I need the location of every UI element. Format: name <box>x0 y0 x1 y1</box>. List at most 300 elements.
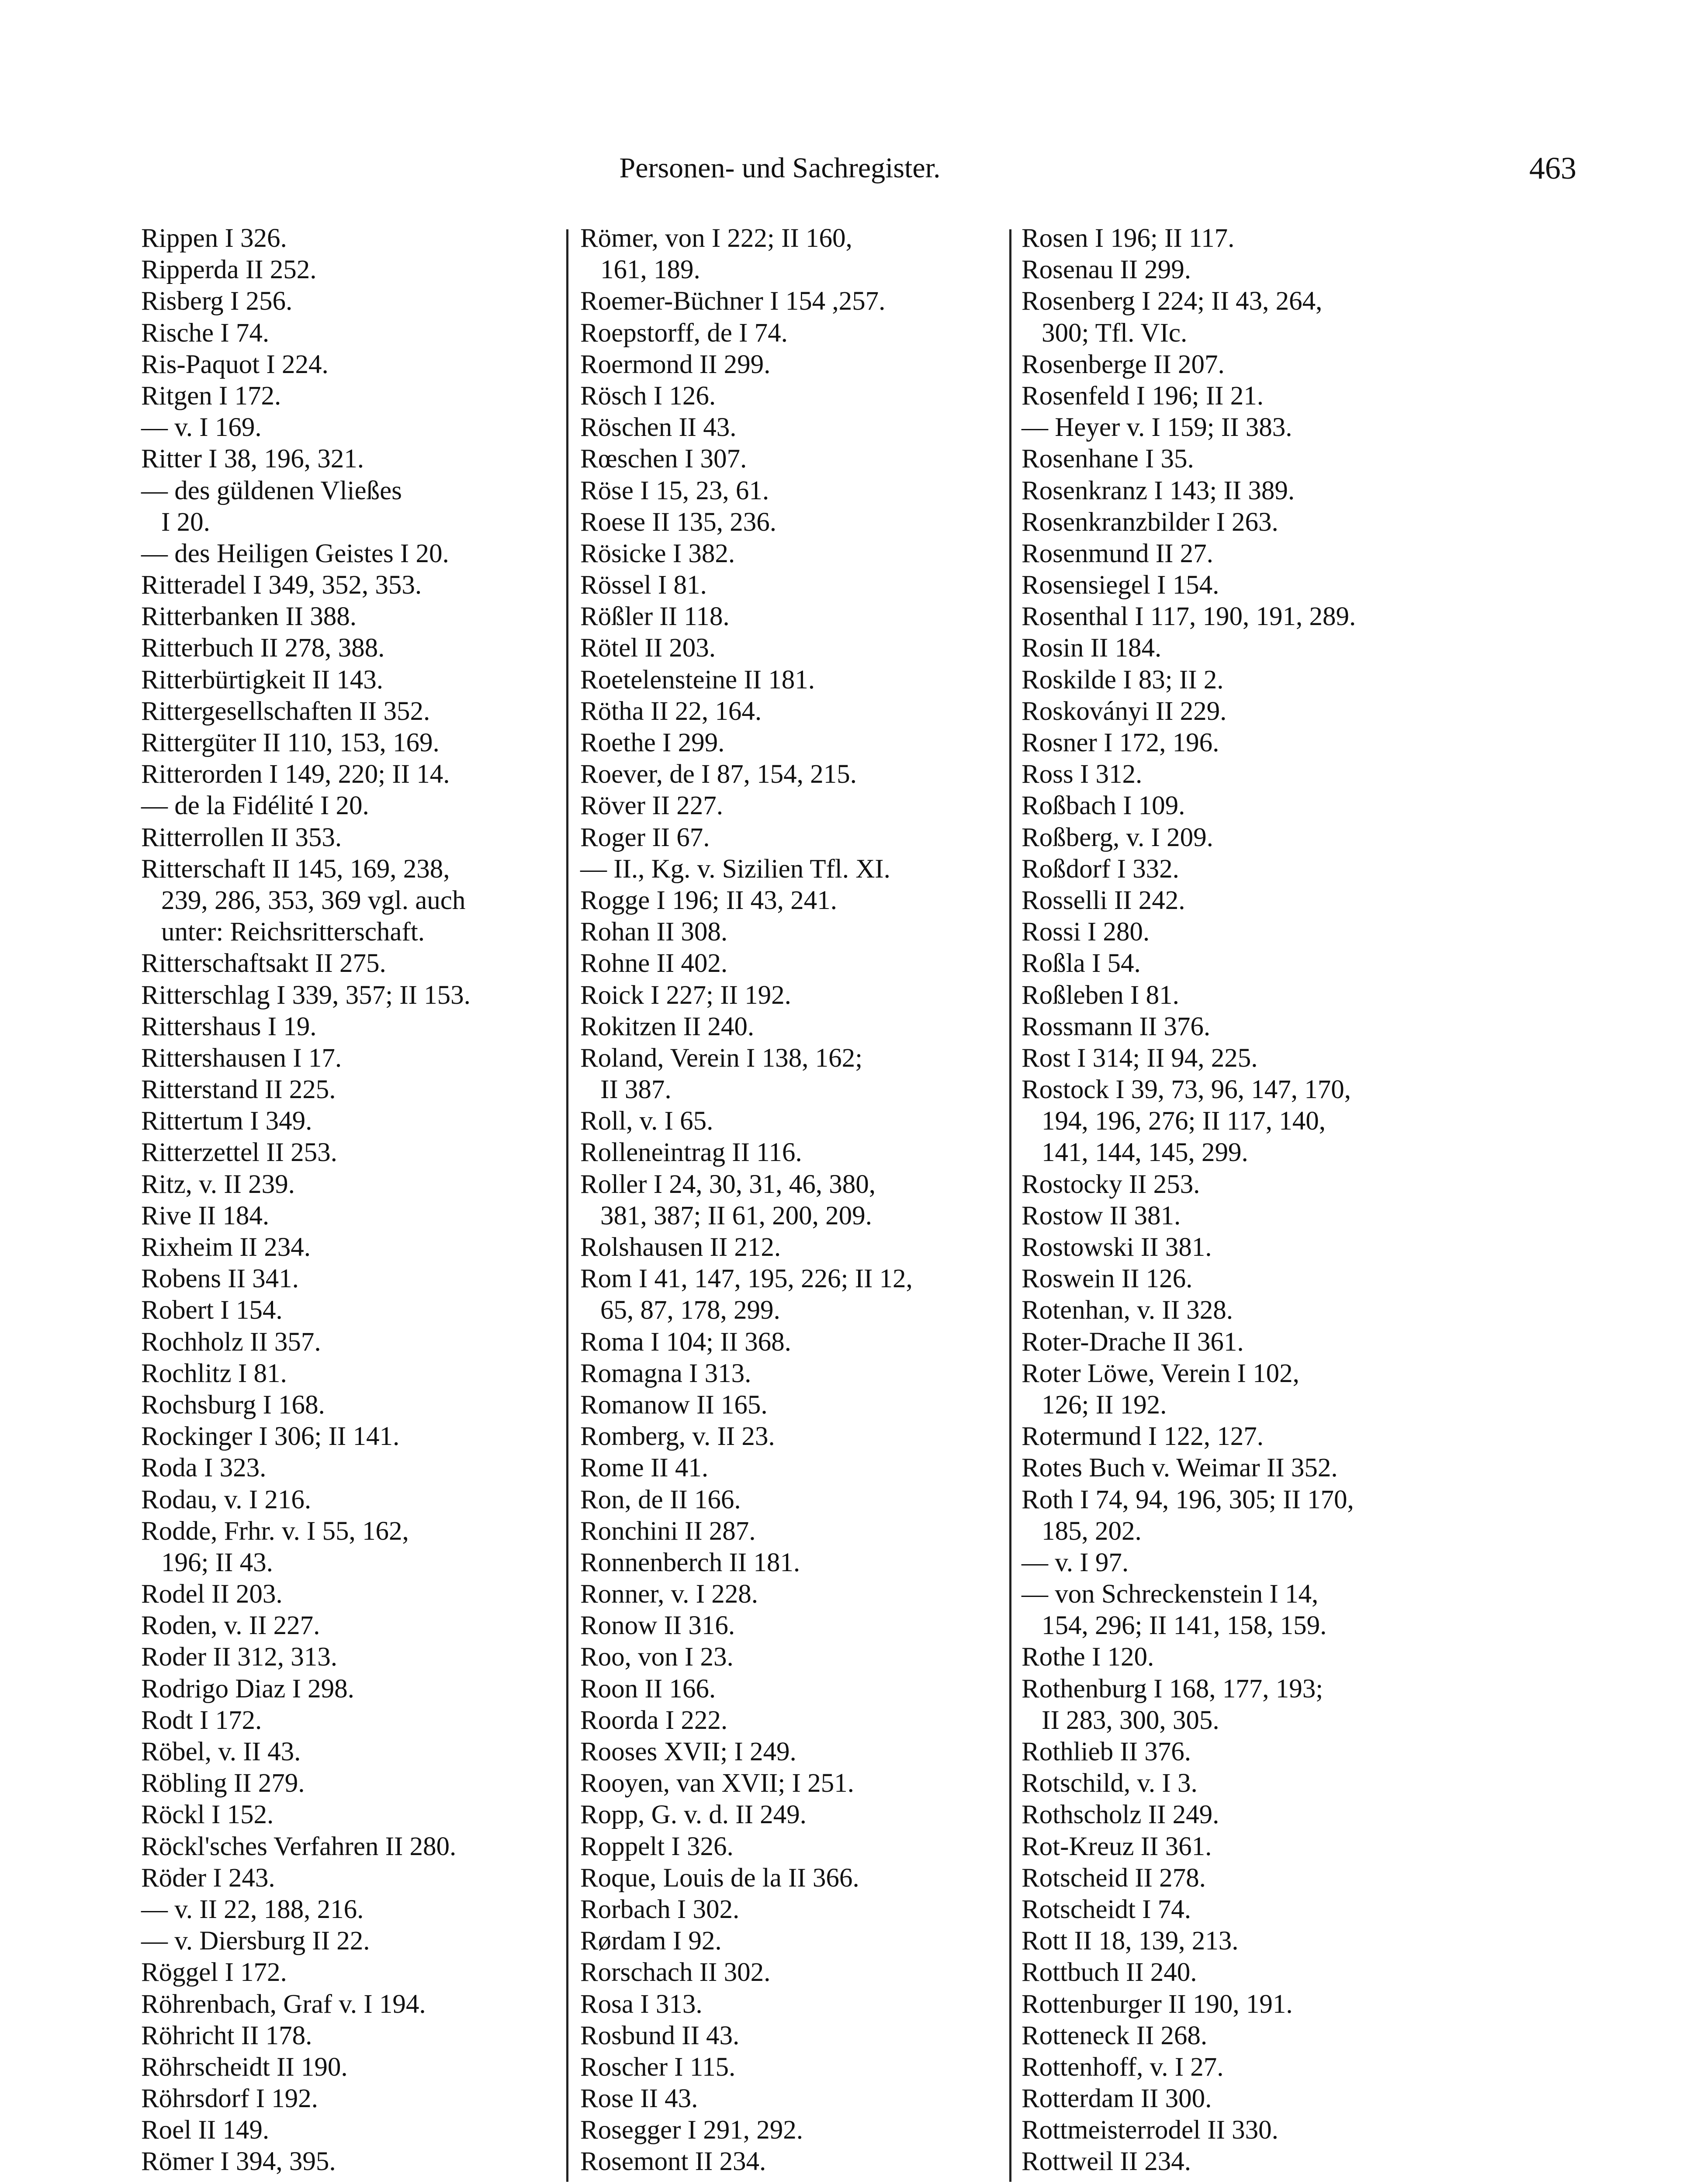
index-entry <box>580 1957 995 1988</box>
index-entry-line: Rosenmund II 27. <box>1022 539 1213 568</box>
index-entry <box>1022 1831 1437 1863</box>
index-entry-line: Rosensiegel I 154. <box>1022 570 1219 600</box>
index-entry-line: Rørdam I 92. <box>580 1926 722 1956</box>
index-entry <box>141 1925 556 1957</box>
index-entry <box>1022 1736 1437 1768</box>
index-entry-line: Ritterschaft II 145, 169, 238, <box>141 854 450 884</box>
index-entry-line: Rosa I 313. <box>580 1989 703 2019</box>
index-entry-line: Roel II 149. <box>141 2115 270 2145</box>
index-entry-line: Roemer-Büchner I 154 ,257. <box>580 287 886 316</box>
index-entry-line: — v. I 169. <box>141 413 262 442</box>
index-entry-line: Rodrigo Diaz I 298. <box>141 1674 354 1704</box>
index-entry-line: Roepstorff, de I 74. <box>580 318 788 348</box>
index-entry <box>580 1799 995 1831</box>
index-entry <box>141 223 556 254</box>
index-entry <box>580 980 995 1011</box>
index-entry-continuation: II 387. <box>600 1075 672 1105</box>
index-entry <box>580 727 995 759</box>
running-header-title: Personen- und Sachregister. <box>619 152 941 184</box>
index-entry <box>580 1579 995 1610</box>
index-entry <box>580 380 995 412</box>
index-entry <box>141 1074 556 1106</box>
index-entry <box>1022 1232 1437 1263</box>
index-entry-continuation: II 283, 300, 305. <box>1042 1705 1219 1735</box>
index-entry-line: Rösicke I 382. <box>580 539 735 568</box>
index-entry <box>1022 916 1437 948</box>
index-entry-line: Rodde, Frhr. v. I 55, 162, <box>141 1516 409 1546</box>
index-entry <box>1022 2115 1437 2146</box>
index-entry-line: Rott II 18, 139, 213. <box>1022 1926 1239 1956</box>
index-entry <box>1022 223 1437 254</box>
index-entry <box>141 1011 556 1043</box>
index-entry-line: Rorbach I 302. <box>580 1894 740 1924</box>
index-entry-line: Ris-Paquot I 224. <box>141 349 329 379</box>
index-entry-line: Roder II 312, 313. <box>141 1642 337 1672</box>
index-entry <box>580 1831 995 1863</box>
index-entry <box>1022 1169 1437 1200</box>
index-entry-line: Rosenberge II 207. <box>1022 349 1225 379</box>
index-entry <box>141 412 556 443</box>
index-entry <box>1022 2083 1437 2115</box>
index-entry <box>141 790 556 822</box>
index-entry-line: Roter-Drache II 361. <box>1022 1327 1244 1357</box>
index-entry <box>580 1452 995 1484</box>
index-entry <box>1022 349 1437 380</box>
index-entry <box>1022 2052 1437 2083</box>
index-entry-line: Rodel II 203. <box>141 1579 283 1609</box>
index-entry <box>580 2020 995 2052</box>
page-number: 463 <box>1529 151 1576 186</box>
index-entry-line: Rochsburg I 168. <box>141 1390 325 1420</box>
index-entry <box>1022 948 1437 979</box>
index-entry-line: Rorschach II 302. <box>580 1958 771 1987</box>
index-entry-line: Rochlitz I 81. <box>141 1358 287 1388</box>
index-entry-line: Rosenfeld I 196; II 21. <box>1022 381 1264 411</box>
index-entry-line: Roskilde I 83; II 2. <box>1022 665 1224 695</box>
index-entry <box>1022 1263 1437 1295</box>
index-column-2 <box>580 223 995 2178</box>
index-entry <box>1022 854 1437 885</box>
index-entry-line: — de la Fidélité I 20. <box>141 791 369 821</box>
index-entry-line: Röbling II 279. <box>141 1769 305 1798</box>
index-entry-line: — v. II 22, 188, 216. <box>141 1894 364 1924</box>
index-entry-line: Rippen I 326. <box>141 224 287 253</box>
index-entry <box>580 507 995 538</box>
index-entry-line: Ritter I 38, 196, 321. <box>141 444 364 474</box>
index-entry <box>580 1989 995 2020</box>
index-entry-line: Roßbach I 109. <box>1022 791 1185 821</box>
index-entry <box>580 1894 995 1925</box>
index-entry-line: Rodt I 172. <box>141 1705 262 1735</box>
index-entry-line: Ritterschaftsakt II 275. <box>141 949 386 978</box>
index-entry-line: Rom I 41, 147, 195, 226; II 12, <box>580 1264 913 1294</box>
index-entry-line: Rœschen I 307. <box>580 444 747 474</box>
index-entry-continuation: 65, 87, 178, 299. <box>600 1296 780 1325</box>
index-entry <box>141 254 556 286</box>
index-entry-line: Roda I 323. <box>141 1453 267 1483</box>
index-entry <box>580 854 995 885</box>
index-entry-line: Roth I 74, 94, 196, 305; II 170, <box>1022 1485 1354 1514</box>
index-entry-line: Roßberg, v. I 209. <box>1022 822 1213 852</box>
index-entry <box>580 1925 995 1957</box>
index-entry <box>141 2052 556 2083</box>
index-entry <box>580 1106 995 1137</box>
index-entry-line: Rittershaus I 19. <box>141 1012 317 1041</box>
index-entry <box>580 1421 995 1452</box>
index-entry-line: Ritterbürtigkeit II 143. <box>141 665 383 695</box>
index-entry-continuation: I 20. <box>161 507 210 537</box>
index-entry <box>141 948 556 979</box>
index-entry-line: Rockinger I 306; II 141. <box>141 1422 400 1451</box>
index-entry <box>580 475 995 507</box>
index-entry <box>1022 570 1437 601</box>
index-entry <box>141 1989 556 2020</box>
index-entry <box>1022 1579 1437 1641</box>
index-entry-line: Rosenau II 299. <box>1022 255 1191 285</box>
index-entry <box>1022 1484 1437 1547</box>
index-entry <box>141 1263 556 1295</box>
index-entry-line: — II., Kg. v. Sizilien Tfl. XI. <box>580 854 890 884</box>
index-entry-line: Romanow II 165. <box>580 1390 768 1420</box>
index-entry <box>141 1768 556 1799</box>
index-entry-line: Robert I 154. <box>141 1296 283 1325</box>
index-entry <box>1022 2020 1437 2052</box>
index-entry-line: Röckl I 152. <box>141 1800 274 1830</box>
index-entry-line: Risberg I 256. <box>141 287 293 316</box>
index-entry-line: Rosegger I 291, 292. <box>580 2115 803 2145</box>
index-entry-line: Ronner, v. I 228. <box>580 1579 758 1609</box>
index-entry-line: Ritteradel I 349, 352, 353. <box>141 570 422 600</box>
index-entry-line: Röhrenbach, Graf v. I 194. <box>141 1989 426 2019</box>
index-entry <box>141 854 556 948</box>
index-entry <box>580 885 995 916</box>
index-entry <box>1022 1894 1437 1925</box>
index-entry-line: Rosner I 172, 196. <box>1022 728 1219 757</box>
index-entry <box>141 380 556 412</box>
index-entry-line: Rottmeisterrodel II 330. <box>1022 2115 1278 2145</box>
index-entry <box>1022 1200 1437 1232</box>
index-entry-line: Rosin II 184. <box>1022 633 1162 663</box>
index-entry <box>580 790 995 822</box>
index-entry <box>580 601 995 632</box>
index-entry <box>580 1484 995 1516</box>
index-entry <box>141 980 556 1011</box>
index-entry-line: Rische I 74. <box>141 318 270 348</box>
index-entry-continuation: 185, 202. <box>1042 1516 1142 1546</box>
index-entry <box>141 286 556 317</box>
index-entry <box>141 1673 556 1705</box>
index-entry <box>580 1358 995 1389</box>
index-entry-line: Röggel I 172. <box>141 1958 287 1987</box>
index-entry-line: Rohan II 308. <box>580 917 728 947</box>
index-entry-line: Roskoványi II 229. <box>1022 696 1227 726</box>
index-entry <box>1022 1074 1437 1169</box>
index-column-3 <box>1022 223 1437 2178</box>
index-entry-line: Roethe I 299. <box>580 728 725 757</box>
index-entry <box>1022 1925 1437 1957</box>
index-entry-line: Rossi I 280. <box>1022 917 1150 947</box>
index-entry-line: Ritz, v. II 239. <box>141 1169 295 1199</box>
index-entry-line: Rosbund II 43. <box>580 2021 740 2050</box>
index-entry-line: — v. Diersburg II 22. <box>141 1926 370 1956</box>
index-entry <box>1022 380 1437 412</box>
index-entry-line: Rotermund I 122, 127. <box>1022 1422 1264 1451</box>
index-entry-line: Röschen II 43. <box>580 413 737 442</box>
index-entry-line: Rose II 43. <box>580 2084 698 2114</box>
index-entry-line: Rittergesellschaften II 352. <box>141 696 430 726</box>
index-entry <box>141 1610 556 1641</box>
index-entry-line: Roßdorf I 332. <box>1022 854 1179 884</box>
index-entry <box>1022 1547 1437 1579</box>
index-entry <box>580 1516 995 1547</box>
index-entry-continuation: 194, 196, 276; II 117, 140, <box>1042 1106 1326 1136</box>
index-entry-line: Roo, von I 23. <box>580 1642 734 1672</box>
index-entry <box>1022 696 1437 727</box>
index-entry <box>141 538 556 570</box>
index-entry <box>1022 1768 1437 1799</box>
index-entry <box>580 822 995 854</box>
index-entry-line: Ronow II 316. <box>580 1611 735 1641</box>
index-entry-line: — des güldenen Vließes <box>141 476 402 505</box>
index-entry-line: Rooyen, van XVII; I 251. <box>580 1769 854 1798</box>
index-entry <box>580 1547 995 1579</box>
index-entry <box>1022 1043 1437 1074</box>
index-entry <box>1022 632 1437 664</box>
index-column-1 <box>141 223 556 2178</box>
index-entry-line: Ritterorden I 149, 220; II 14. <box>141 760 450 789</box>
index-entry <box>1022 1957 1437 1988</box>
index-entry-line: Rostock I 39, 73, 96, 147, 170, <box>1022 1075 1351 1105</box>
index-entry-line: Ronchini II 287. <box>580 1516 756 1546</box>
index-entry <box>141 1831 556 1863</box>
index-entry-line: Rostocky II 253. <box>1022 1169 1200 1199</box>
index-entry <box>141 1641 556 1673</box>
index-entry <box>580 2146 995 2177</box>
index-entry <box>580 916 995 948</box>
index-entry <box>141 632 556 664</box>
index-entry-line: Rößler II 118. <box>580 602 730 632</box>
index-entry-line: Roorda I 222. <box>580 1705 728 1735</box>
index-entry <box>141 1957 556 1988</box>
index-entry-continuation: 381, 387; II 61, 200, 209. <box>600 1201 872 1230</box>
index-entry <box>141 1736 556 1768</box>
index-entry-line: Rooses XVII; I 249. <box>580 1737 797 1766</box>
index-entry-line: — von Schreckenstein I 14, <box>1022 1579 1319 1609</box>
index-entry-line: Ritterstand II 225. <box>141 1075 336 1105</box>
index-entry <box>580 1232 995 1263</box>
index-entry-line: Römer, von I 222; II 160, <box>580 224 852 253</box>
index-entry-line: Roetelensteine II 181. <box>580 665 815 695</box>
index-entry-line: Romberg, v. II 23. <box>580 1422 775 1451</box>
index-entry <box>580 1736 995 1768</box>
index-entry-line: Roter Löwe, Verein I 102, <box>1022 1358 1299 1388</box>
index-entry-line: Rotteneck II 268. <box>1022 2021 1208 2050</box>
index-entry-line: Roswein II 126. <box>1022 1264 1193 1294</box>
index-entry-line: Rittershausen I 17. <box>141 1043 342 1073</box>
index-entry <box>1022 1421 1437 1452</box>
index-entry <box>580 286 995 317</box>
index-entry-line: Rosenthal I 117, 190, 191, 289. <box>1022 602 1356 632</box>
index-entry <box>1022 1673 1437 1736</box>
index-entry <box>141 1295 556 1326</box>
index-entry <box>141 1232 556 1263</box>
index-entry-line: Ritterbanken II 388. <box>141 602 357 632</box>
index-entry <box>1022 980 1437 1011</box>
index-entry <box>580 632 995 664</box>
index-entry-continuation: 126; II 192. <box>1042 1390 1167 1420</box>
index-entry-line: Roland, Verein I 138, 162; <box>580 1043 863 1073</box>
index-entry <box>580 1011 995 1043</box>
index-entry <box>141 1705 556 1736</box>
index-entry-line: Rotscheid II 278. <box>1022 1863 1206 1893</box>
index-entry-line: Rixheim II 234. <box>141 1233 311 1262</box>
index-entry-line: Rottenburger II 190, 191. <box>1022 1989 1293 2019</box>
index-entry <box>580 1389 995 1421</box>
index-entry <box>141 1863 556 1894</box>
index-entry-line: Rolleneintrag II 116. <box>580 1138 802 1168</box>
index-entry-line: Roppelt I 326. <box>580 1832 734 1861</box>
index-entry-line: Rotenhan, v. II 328. <box>1022 1296 1233 1325</box>
index-entry-line: Rodau, v. I 216. <box>141 1485 312 1514</box>
index-entry-line: Rochholz II 357. <box>141 1327 321 1357</box>
index-entry <box>141 1799 556 1831</box>
index-entry <box>580 1863 995 1894</box>
index-entry <box>141 601 556 632</box>
index-entry-line: Rosenkranz I 143; II 389. <box>1022 476 1295 505</box>
index-entry <box>141 1043 556 1074</box>
index-entry-line: Rive II 184. <box>141 1201 270 1230</box>
index-entry-line: Rolshausen II 212. <box>580 1233 781 1262</box>
index-entry-line: Ronnenberch II 181. <box>580 1548 800 1577</box>
index-entry <box>580 1768 995 1799</box>
index-entry <box>580 1705 995 1736</box>
index-entry-line: Römer I 394, 395. <box>141 2147 336 2177</box>
index-entry <box>580 2083 995 2115</box>
index-entry-continuation: 300; Tfl. VIc. <box>1042 318 1188 348</box>
index-entry-line: Rötel II 203. <box>580 633 716 663</box>
index-entry-continuation: 154, 296; II 141, 158, 159. <box>1042 1611 1327 1641</box>
index-entry-continuation: 141, 144, 145, 299. <box>1042 1138 1248 1168</box>
index-entry <box>1022 475 1437 507</box>
index-entry-line: Rottbuch II 240. <box>1022 1958 1197 1987</box>
index-entry <box>141 1137 556 1168</box>
index-entry-line: Rotschild, v. I 3. <box>1022 1769 1198 1798</box>
index-entry <box>141 696 556 727</box>
index-entry-line: Rottweil II 234. <box>1022 2147 1191 2177</box>
index-entry <box>580 1263 995 1326</box>
index-entry <box>580 1610 995 1641</box>
index-entry <box>580 664 995 696</box>
index-entry <box>1022 538 1437 570</box>
index-entry <box>1022 790 1437 822</box>
index-entry <box>1022 1863 1437 1894</box>
index-entry-line: — v. I 97. <box>1022 1548 1129 1577</box>
index-entry <box>1022 2146 1437 2177</box>
index-entry-line: Röder I 243. <box>141 1863 275 1893</box>
index-entry <box>141 1421 556 1452</box>
index-entry-line: Rokitzen II 240. <box>580 1012 755 1041</box>
index-entry <box>1022 822 1437 854</box>
index-entry <box>141 349 556 380</box>
index-entry-line: Roller I 24, 30, 31, 46, 380, <box>580 1169 876 1199</box>
index-entry <box>1022 885 1437 916</box>
index-entry-line: Rosen I 196; II 117. <box>1022 224 1235 253</box>
index-entry <box>141 727 556 759</box>
column-divider <box>1009 229 1011 2182</box>
index-entry <box>580 2052 995 2083</box>
index-entry <box>141 1327 556 1358</box>
index-entry-line: Rohne II 402. <box>580 949 728 978</box>
index-entry <box>580 1137 995 1168</box>
index-entry <box>141 1516 556 1579</box>
index-entry <box>580 443 995 475</box>
index-entry-line: Rostow II 381. <box>1022 1201 1181 1230</box>
index-entry <box>580 538 995 570</box>
index-entry <box>1022 1452 1437 1484</box>
index-entry-line: Roscher I 115. <box>580 2052 736 2082</box>
index-entry <box>141 1894 556 1925</box>
index-entry <box>141 318 556 349</box>
index-entry <box>580 570 995 601</box>
index-entry-line: Rothenburg I 168, 177, 193; <box>1022 1674 1323 1704</box>
index-entry-continuation: unter: Reichsritterschaft. <box>161 917 425 947</box>
index-entry-line: Roden, v. II 227. <box>141 1611 320 1641</box>
index-entry-line: Roque, Louis de la II 366. <box>580 1863 859 1893</box>
index-entry-line: Röhricht II 178. <box>141 2021 312 2050</box>
index-entry <box>1022 727 1437 759</box>
index-entry <box>141 443 556 475</box>
index-entry <box>1022 443 1437 475</box>
index-entry-line: Roma I 104; II 368. <box>580 1327 791 1357</box>
index-entry-line: Rost I 314; II 94, 225. <box>1022 1043 1258 1073</box>
index-entry-line: Ritterbuch II 278, 388. <box>141 633 385 663</box>
index-entry-line: Ritterschlag I 339, 357; II 153. <box>141 980 471 1010</box>
index-entry <box>580 1169 995 1232</box>
index-entry-continuation: 196; II 43. <box>161 1548 273 1577</box>
index-entry <box>141 2115 556 2146</box>
index-entry-line: Rottenhoff, v. I 27. <box>1022 2052 1224 2082</box>
index-entry-line: Ross I 312. <box>1022 760 1143 789</box>
index-entry-line: Rostowski II 381. <box>1022 1233 1212 1262</box>
index-entry <box>1022 1327 1437 1358</box>
index-entry <box>580 1043 995 1106</box>
index-entry-line: Ritterzettel II 253. <box>141 1138 337 1168</box>
index-entry-line: Romagna I 313. <box>580 1358 751 1388</box>
index-entry <box>141 2020 556 2052</box>
index-entry-line: Rothscholz II 249. <box>1022 1800 1219 1830</box>
index-entry-line: Rotterdam II 300. <box>1022 2084 1212 2114</box>
index-entry-line: Ritterrollen II 353. <box>141 822 342 852</box>
index-entry-line: Rosemont II 234. <box>580 2147 766 2177</box>
index-entry-line: Rössel I 81. <box>580 570 707 600</box>
index-entry <box>580 1327 995 1358</box>
index-entry <box>141 759 556 790</box>
index-entry-line: Robens II 341. <box>141 1264 299 1294</box>
index-entry-line: Rosselli II 242. <box>1022 885 1185 915</box>
index-entry-line: Rosenhane I 35. <box>1022 444 1194 474</box>
index-entry-line: Roermond II 299. <box>580 349 771 379</box>
index-entry <box>141 1452 556 1484</box>
index-entry-line: Ropp, G. v. d. II 249. <box>580 1800 807 1830</box>
index-entry <box>580 759 995 790</box>
index-entry <box>1022 1989 1437 2020</box>
index-entry-line: Ripperda II 252. <box>141 255 317 285</box>
index-entry <box>1022 254 1437 286</box>
index-entry-line: Roßla I 54. <box>1022 949 1141 978</box>
index-entry-line: Roever, de I 87, 154, 215. <box>580 760 857 789</box>
index-entry <box>141 475 556 538</box>
index-entry-line: Rossmann II 376. <box>1022 1012 1211 1041</box>
